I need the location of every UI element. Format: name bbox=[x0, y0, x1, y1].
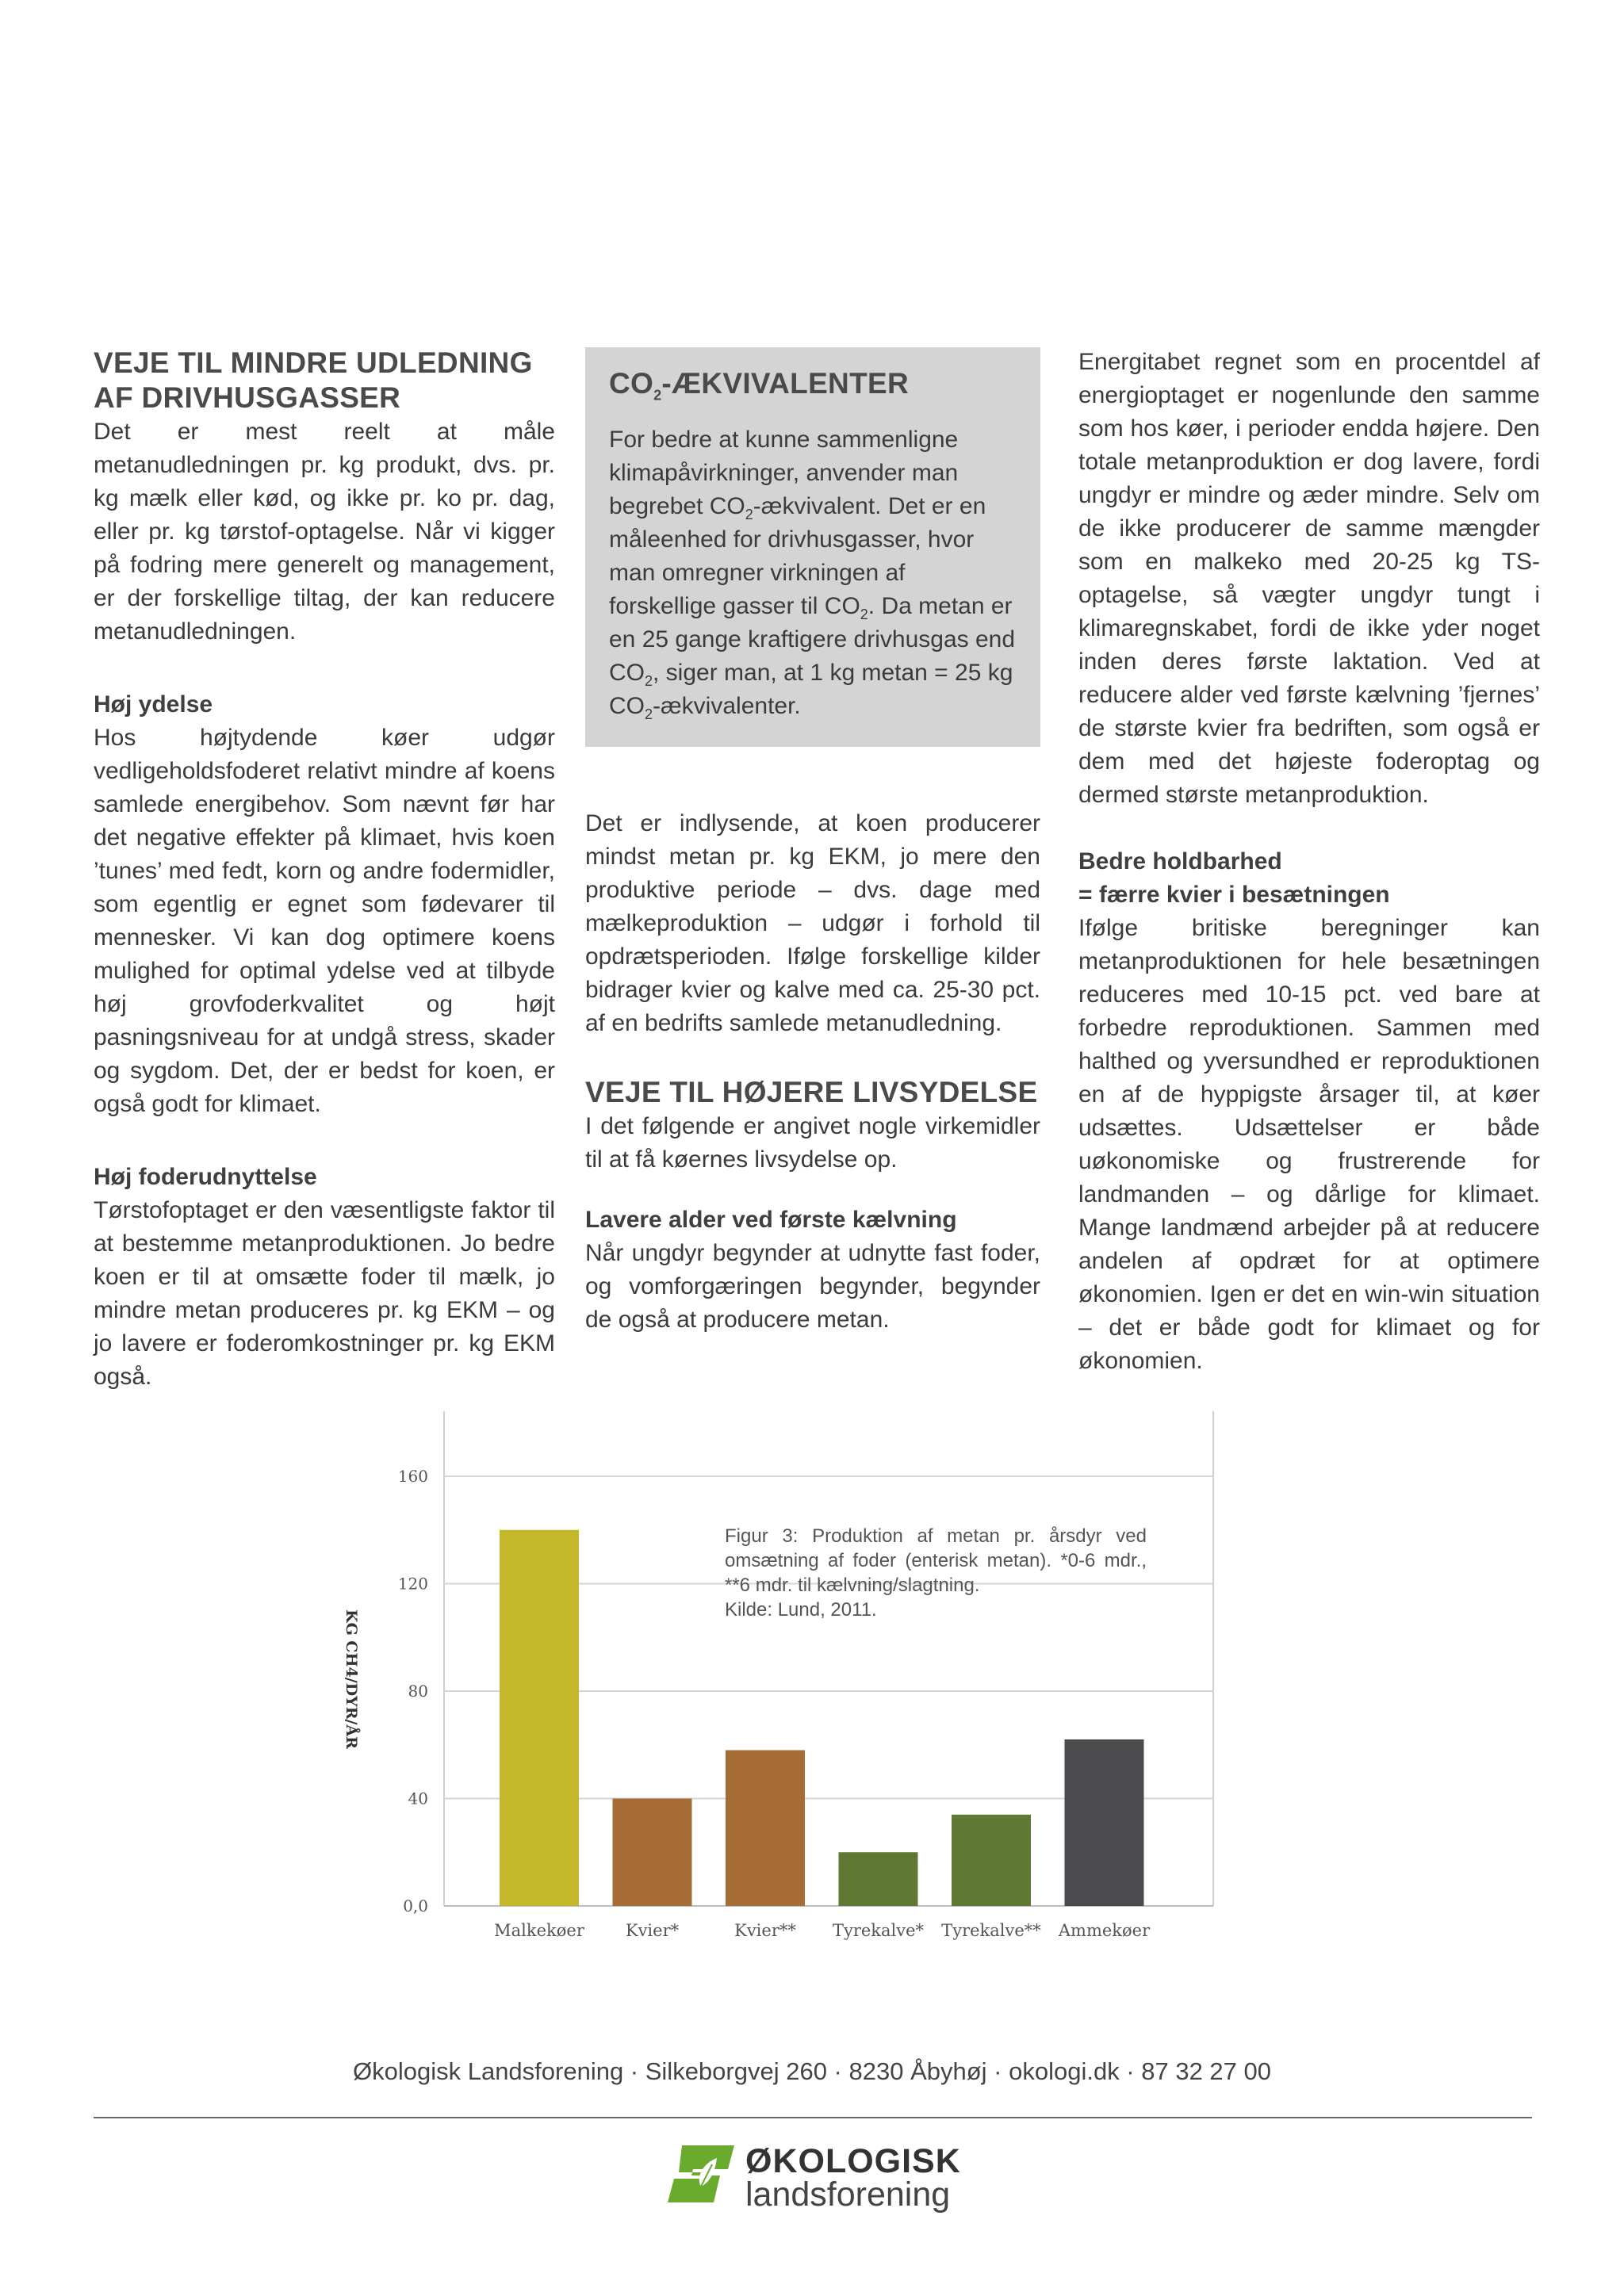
paragraph-indlysende: Det er indlysende, at koen producerer mindst metan pr. kg EKM, jo mere den produktive periode – dvs. dage med mælkeproduktion – udgør i forhold til opdrætsperioden. Ifølge forskellige kilder bidrager kvier og kalve med ca. 25-30 pct. af en bedrifts samlede metanudledning. bbox=[585, 810, 1040, 1036]
co2-text-1: For bedre at kunne sammenligne klimapåvirkninger, anvender man begrebet CO bbox=[609, 427, 959, 519]
y-tick-label: 40 bbox=[408, 1789, 428, 1808]
paragraph-virkemidler: I det følgende er angivet nogle virkemidler til at få køernes livsydelse op. bbox=[585, 1113, 1040, 1173]
section-title-livsydelse: VEJE TIL HØJERE LIVSYDELSE bbox=[585, 1076, 1038, 1108]
caption-source: Kilde: Lund, 2011. bbox=[725, 1599, 877, 1621]
y-tick-label: 80 bbox=[408, 1682, 428, 1701]
logo-text-bottom: landsforening bbox=[745, 2175, 951, 2214]
paragraph-ungdyr: Når ungdyr begynder at udnytte fast foder, og vomforgæringen begynder, begynder de også at producere metan. bbox=[585, 1240, 1040, 1333]
column-1 bbox=[94, 346, 555, 1394]
co2-title-post: -ÆKVIVALENTER bbox=[661, 367, 909, 400]
logo-text-top: ØKOLOGISK bbox=[745, 2142, 961, 2180]
co2-title-pre: CO bbox=[609, 367, 654, 400]
bar-0 bbox=[500, 1530, 579, 1906]
subheading-foderudnyttelse: Høj foderudnyttelse bbox=[94, 1164, 317, 1190]
co2-sub-2: 2 bbox=[860, 607, 868, 622]
subheading-hoej-ydelse: Høj ydelse bbox=[94, 691, 213, 718]
section-title-udledning bbox=[94, 346, 555, 415]
bar-3 bbox=[839, 1852, 918, 1906]
column-3 bbox=[1078, 346, 1540, 1378]
paragraph-energitab: Energitabet regnet som en procentdel af energioptaget er nogenlunde den samme som hos køer, i perioder endda højere. Den totale metanproduktion er dog lavere, fordi ungdyr er mindre og æder mindre. Selv om de ikke producerer de samme mængder som en malkeko med 20-25 kg TS-optagelse, så vægter ungdyr tungt i klimaregnskabet, fordi de ikke yder noget inden deres første laktation. Ved at reducere alder ved første kælvning ’fjernes’ de største kvier fra bedriften, som også er dem med det højeste foderoptag og dermed største metanproduktion. bbox=[1078, 349, 1540, 808]
y-axis-label: KG CH4/DYR/ÅR bbox=[343, 1609, 360, 1749]
paragraph-hoej-ydelse: Hos højtydende køer udgør vedligeholdsfoderet relativt mindre af koens samlede energibehov. Som nævnt før har det negative effekter på klimaet, hvis koen ’tunes’ med fedt, korn og andre fodermidler, som egentlig er egnet som fødevarer til mennesker. Vi kan dog optimere koens mulighed for optimal ydelse ved at tilbyde høj grovfoderkvalitet og højt pasningsniveau for at undgå stress, skader og sygdom. Det, der er bedst for koen, er også godt for klimaet. bbox=[94, 725, 555, 1117]
subheading-holdbarhed-l1: Bedre holdbarhed bbox=[1078, 848, 1282, 874]
y-tick-label: 120 bbox=[397, 1574, 428, 1594]
subheading-holdbarhed-l2: = færre kvier i besætningen bbox=[1078, 882, 1390, 908]
organization-logo bbox=[665, 2141, 961, 2214]
co2-text-5: -ækvivalenter. bbox=[653, 693, 801, 719]
bar-2 bbox=[726, 1751, 805, 1906]
co2-info-box bbox=[585, 347, 1040, 747]
x-category-label: Tyrekalve** bbox=[941, 1921, 1041, 1940]
co2-sub-1: 2 bbox=[745, 507, 753, 522]
column-2 bbox=[585, 346, 1040, 1337]
footer-divider bbox=[94, 2117, 1532, 2118]
bar-1 bbox=[613, 1799, 692, 1907]
x-category-label: Ammekøer bbox=[1058, 1921, 1151, 1940]
co2-box-title bbox=[609, 366, 1018, 404]
subheading-holdbarhed bbox=[1078, 845, 1540, 912]
co2-box-text bbox=[609, 423, 1018, 723]
bar-5 bbox=[1065, 1739, 1144, 1906]
x-category-label: Malkekøer bbox=[494, 1921, 584, 1940]
co2-sub-3: 2 bbox=[645, 673, 653, 689]
title-line-2: AF DRIVHUSGASSER bbox=[94, 381, 401, 414]
co2-text-4: , siger man, at 1 kg metan = 25 kg CO bbox=[609, 660, 1013, 719]
figure-caption bbox=[725, 1524, 1147, 1622]
leaf-logo-icon bbox=[665, 2141, 737, 2207]
intro-paragraph: Det er mest reelt at måle metanudledningen pr. kg produkt, dvs. pr. kg mælk eller kød, og ikke pr. ko pr. dag, eller pr. kg tørstof-optagelse. Når vi kigger på fodring mere generelt og management, er der forskellige tiltag, der kan reducere metanudledningen. bbox=[94, 419, 555, 645]
title-line-1: VEJE TIL MINDRE UDLEDNING bbox=[94, 346, 533, 379]
y-tick-label: 160 bbox=[397, 1467, 428, 1486]
co2-title-sub: 2 bbox=[653, 387, 662, 404]
y-tick-label: 0,0 bbox=[403, 1896, 428, 1915]
x-category-label: Tyrekalve* bbox=[832, 1921, 925, 1940]
subheading-lavere-alder: Lavere alder ved første kælvning bbox=[585, 1207, 957, 1233]
co2-text-3: . Da metan er en 25 gange kraftigere drivhusgas end CO bbox=[609, 593, 1016, 686]
paragraph-britiske: Ifølge britiske beregninger kan metanproduktionen for hele besætningen reduceres med 10-15 pct. ved bare at forbedre reproduktionen. Sammen med halthed og yversundhed er reproduktionen en af de hyppigste årsager til, at køer udsættes. Udsættelser er både uøkonomiske og frustrerende for landmanden – og dårlige for klimaet. Mange landmænd arbejder på at reducere andelen af opdræt for at optimere økonomien. Igen er det en win-win situation – det er både godt for klimaet og for økonomien. bbox=[1078, 915, 1540, 1374]
caption-text: Figur 3: Produktion af metan pr. årsdyr ved omsætning af foder (enterisk metan). *0-6 mdr., **6 mdr. til kælvning/slagtning. bbox=[725, 1525, 1147, 1596]
co2-sub-4: 2 bbox=[645, 706, 653, 722]
footer-address: Økologisk Landsforening · Silkeborgvej 260 · 8230 Åbyhøj · okologi.dk · 87 32 27 00 bbox=[352, 2057, 1272, 2085]
x-category-label: Kvier** bbox=[734, 1921, 796, 1940]
co2-text-2: -ækvivalent. Det er en måleenhed for drivhusgasser, hvor man omregner virkningen af forskellige gasser til CO bbox=[609, 493, 986, 619]
bar-4 bbox=[952, 1815, 1031, 1906]
paragraph-foderudnyttelse: Tørstofoptaget er den væsentligste faktor til at bestemme metanproduktionen. Jo bedre koen er til at omsætte foder til mælk, jo mindre metan produceres pr. kg EKM – og jo lavere er foderomkostninger pr. kg EKM også. bbox=[94, 1197, 555, 1390]
x-category-label: Kvier* bbox=[625, 1921, 680, 1940]
